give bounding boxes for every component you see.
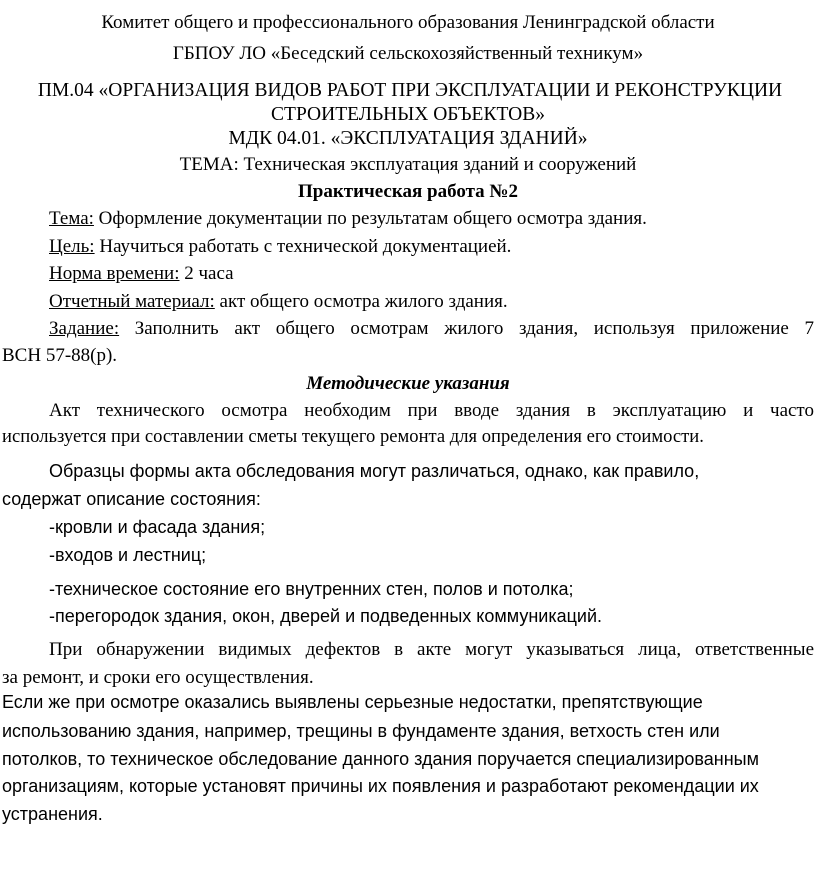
mdk-heading: МДК 04.01. «ЭКСПЛУАТАЦИЯ ЗДАНИЙ»	[228, 128, 588, 149]
committee-heading: Комитет общего и профессионального образования Ленинградской области	[101, 12, 715, 33]
list-item: -перегородок здания, окон, дверей и подведенных коммуникаций.	[49, 606, 603, 626]
task-label: Задание:	[49, 318, 120, 339]
module-heading-line1: ПМ.04 «ОРГАНИЗАЦИЯ ВИДОВ РАБОТ ПРИ ЭКСПЛУАТАЦИИ И РЕКОНСТРУКЦИИ	[37, 80, 783, 101]
topic-heading: ТЕМА: Техническая эксплуатация зданий и сооружений	[179, 154, 637, 175]
time-value: 2 часа	[179, 263, 234, 284]
time-row	[49, 264, 234, 283]
paragraph4-line: Если же при осмотре оказались выявлены серьезные недостатки, препятствующие	[2, 692, 703, 712]
paragraph3-line2: за ремонт, и сроки его осуществления.	[2, 667, 314, 688]
report-label: Отчетный материал:	[49, 291, 215, 312]
task-value-line1: Заполнить акт общего осмотрам жилого здания, используя приложение 7	[119, 318, 814, 339]
theme-row	[49, 209, 647, 228]
report-row	[49, 292, 508, 311]
institution-heading: ГБПОУ ЛО «Беседский сельскохозяйственный техникум»	[172, 43, 644, 64]
guidelines-title: Методические указания	[306, 373, 510, 394]
goal-label: Цель:	[49, 236, 95, 257]
theme-value: Оформление документации по результатам общего осмотра здания.	[93, 208, 647, 229]
module-heading-line2: СТРОИТЕЛЬНЫХ ОБЪЕКТОВ»	[271, 104, 545, 125]
paragraph2-line1: Образцы формы акта обследования могут различаться, однако, как правило,	[49, 461, 700, 481]
task-row	[49, 319, 814, 338]
paragraph4-line: устранения.	[2, 804, 103, 824]
paragraph1-line2: используется при составлении сметы текущего ремонта для определения его стоимости.	[2, 426, 704, 447]
list-item: -кровли и фасада здания;	[49, 517, 266, 537]
list-item: -входов и лестниц;	[49, 545, 207, 565]
report-value: акт общего осмотра жилого здания.	[214, 291, 508, 312]
paragraph4-line: использованию здания, например, трещины в фундаменте здания, ветхость стен или	[2, 721, 720, 741]
paragraph4-line: организациям, которые установят причины их появления и разработают рекомендации их	[2, 776, 759, 796]
paragraph3-line1: При обнаружении видимых дефектов в акте могут указываться лица, ответственные	[49, 639, 814, 660]
paragraph2-line2: содержат описание состояния:	[2, 489, 261, 509]
goal-row	[49, 237, 511, 256]
task-value-line2: ВСН 57-88(р).	[2, 345, 118, 366]
goal-value: Научиться работать с технической документацией.	[94, 236, 512, 257]
paragraph4-line: потолков, то техническое обследование данного здания поручается специализированным	[2, 749, 759, 769]
theme-label: Тема:	[49, 208, 94, 229]
practical-work-title: Практическая работа №2	[297, 181, 519, 202]
time-label: Норма времени:	[49, 263, 180, 284]
list-item: -техническое состояние его внутренних стен, полов и потолка;	[49, 579, 574, 599]
paragraph1-line1: Акт технического осмотра необходим при вводе здания в эксплуатацию и часто	[49, 400, 814, 421]
